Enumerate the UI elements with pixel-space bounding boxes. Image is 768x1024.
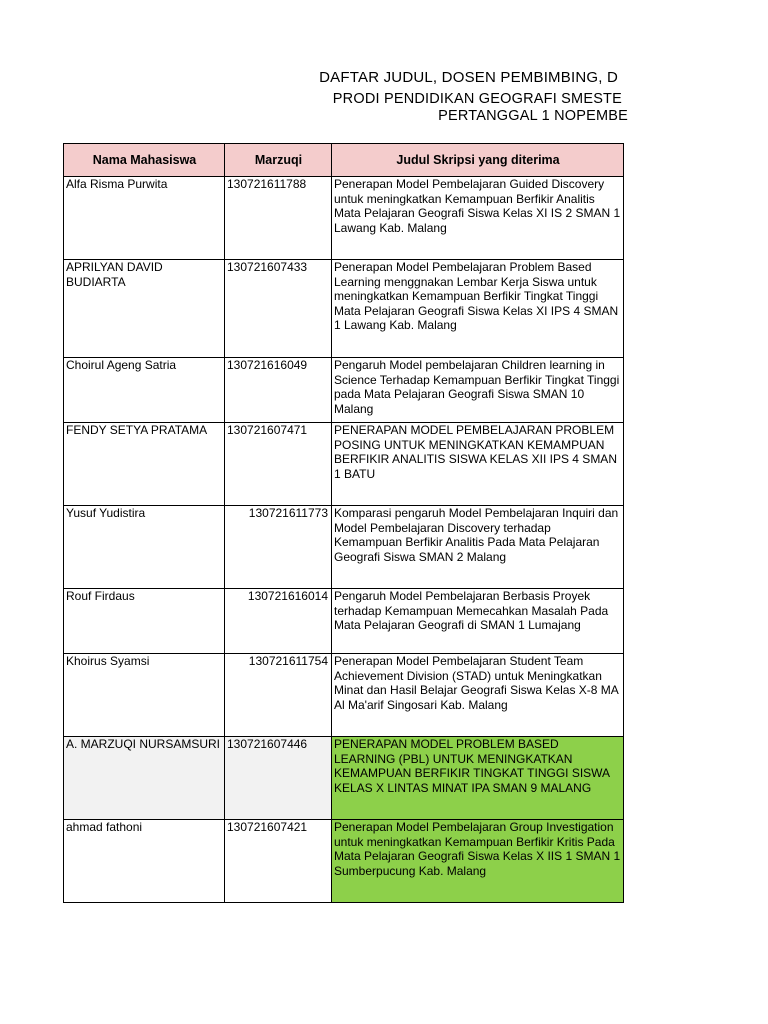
thesis-title: Penerapan Model Pembelajaran Problem Based Learning menggnakan Lembar Kerja Siswa untuk meningkatkan Kemampuan Berfikir Tingkat Tinggi Mata Pelajaran Geografi Siswa Kelas XI IPS 4 SMAN 1 Lawang Kab. Malang <box>332 260 624 358</box>
table-row <box>64 506 624 589</box>
student-nim: 130721616014 <box>225 589 332 654</box>
student-name: Choirul Ageng Satria <box>64 358 225 423</box>
column-header-title: Judul Skripsi yang diterima <box>332 144 624 177</box>
table-row <box>64 737 624 820</box>
table-row <box>64 589 624 654</box>
thesis-table <box>63 143 624 903</box>
student-name: Khoirus Syamsi <box>64 654 225 737</box>
thesis-title: Pengaruh Model Pembelajaran Berbasis Proyek terhadap Kemampuan Memecahkan Masalah Pada Mata Pelajaran Geografi di SMAN 1 Lumajang <box>332 589 624 654</box>
student-name: APRILYAN DAVID BUDIARTA <box>64 260 225 358</box>
thesis-table-container <box>63 143 621 903</box>
table-header-row <box>64 144 624 177</box>
thesis-title: Penerapan Model Pembelajaran Student Team Achievement Division (STAD) untuk Meningkatkan Minat dan Hasil Belajar Geografi Siswa Kelas X-8 MA Al Ma'arif Singosari Kab. Malang <box>332 654 624 737</box>
column-header-advisor: Marzuqi <box>225 144 332 177</box>
thesis-title-highlighted: Penerapan Model Pembelajaran Group Investigation untuk meningkatkan Kemampuan Berfikir Kritis Pada Mata Pelajaran Geografi Siswa Kelas X IIS 1 SMAN 1 Sumberpucung Kab. Malang <box>332 820 624 903</box>
thesis-title: PENERAPAN MODEL PEMBELAJARAN PROBLEM POSING UNTUK MENINGKATKAN KEMAMPUAN BERFIKIR ANALITIS SISWA KELAS XII IPS 4 SMAN 1 BATU <box>332 423 624 506</box>
student-name: Yusuf Yudistira <box>64 506 225 589</box>
thesis-title: Penerapan Model Pembelajaran Guided Discovery untuk meningkatkan Kemampuan Berfikir Analitis Mata Pelajaran Geografi Siswa Kelas XI IS 2 SMAN 1 Lawang Kab. Malang <box>332 177 624 260</box>
table-row <box>64 358 624 423</box>
column-header-name: Nama Mahasiswa <box>64 144 225 177</box>
student-name: Alfa Risma Purwita <box>64 177 225 260</box>
thesis-title: Pengaruh Model pembelajaran Children learning in Science Terhadap Kemampuan Berfikir Tingkat Tinggi pada Mata Pelajaran Geografi Siswa SMAN 10 Malang <box>332 358 624 423</box>
student-nim: 130721616049 <box>225 358 332 423</box>
table-row <box>64 654 624 737</box>
student-nim: 130721607421 <box>225 820 332 903</box>
table-row <box>64 423 624 506</box>
document-title-block <box>0 66 628 126</box>
student-nim: 130721607446 <box>225 737 332 820</box>
thesis-title-highlighted: PENERAPAN MODEL PROBLEM BASED LEARNING (PBL) UNTUK MENINGKATKAN KEMAMPUAN BERFIKIR TINGKAT TINGGI SISWA KELAS X LINTAS MINAT IPA SMAN 9 MALANG <box>332 737 624 820</box>
thesis-title: Komparasi pengaruh Model Pembelajaran Inquiri dan Model Pembelajaran Discovery terhadap Kemampuan Berfikir Analitis Pada Mata Pelajaran Geografi Siswa SMAN 2 Malang <box>332 506 624 589</box>
document-title: DAFTAR JUDUL, DOSEN PEMBIMBING, D <box>319 69 618 86</box>
student-name: Rouf Firdaus <box>64 589 225 654</box>
table-row <box>64 177 624 260</box>
student-name: ahmad fathoni <box>64 820 225 903</box>
student-nim: 130721607433 <box>225 260 332 358</box>
document-date-line: PERTANGGAL 1 NOPEMBE <box>438 108 628 124</box>
student-nim: 130721607471 <box>225 423 332 506</box>
student-name: A. MARZUQI NURSAMSURI <box>64 737 225 820</box>
document-subtitle: PRODI PENDIDIKAN GEOGRAFI SMESTE <box>332 91 622 107</box>
student-nim: 130721611754 <box>225 654 332 737</box>
table-row <box>64 820 624 903</box>
student-nim: 130721611788 <box>225 177 332 260</box>
student-nim: 130721611773 <box>225 506 332 589</box>
table-row <box>64 260 624 358</box>
student-name: FENDY SETYA PRATAMA <box>64 423 225 506</box>
